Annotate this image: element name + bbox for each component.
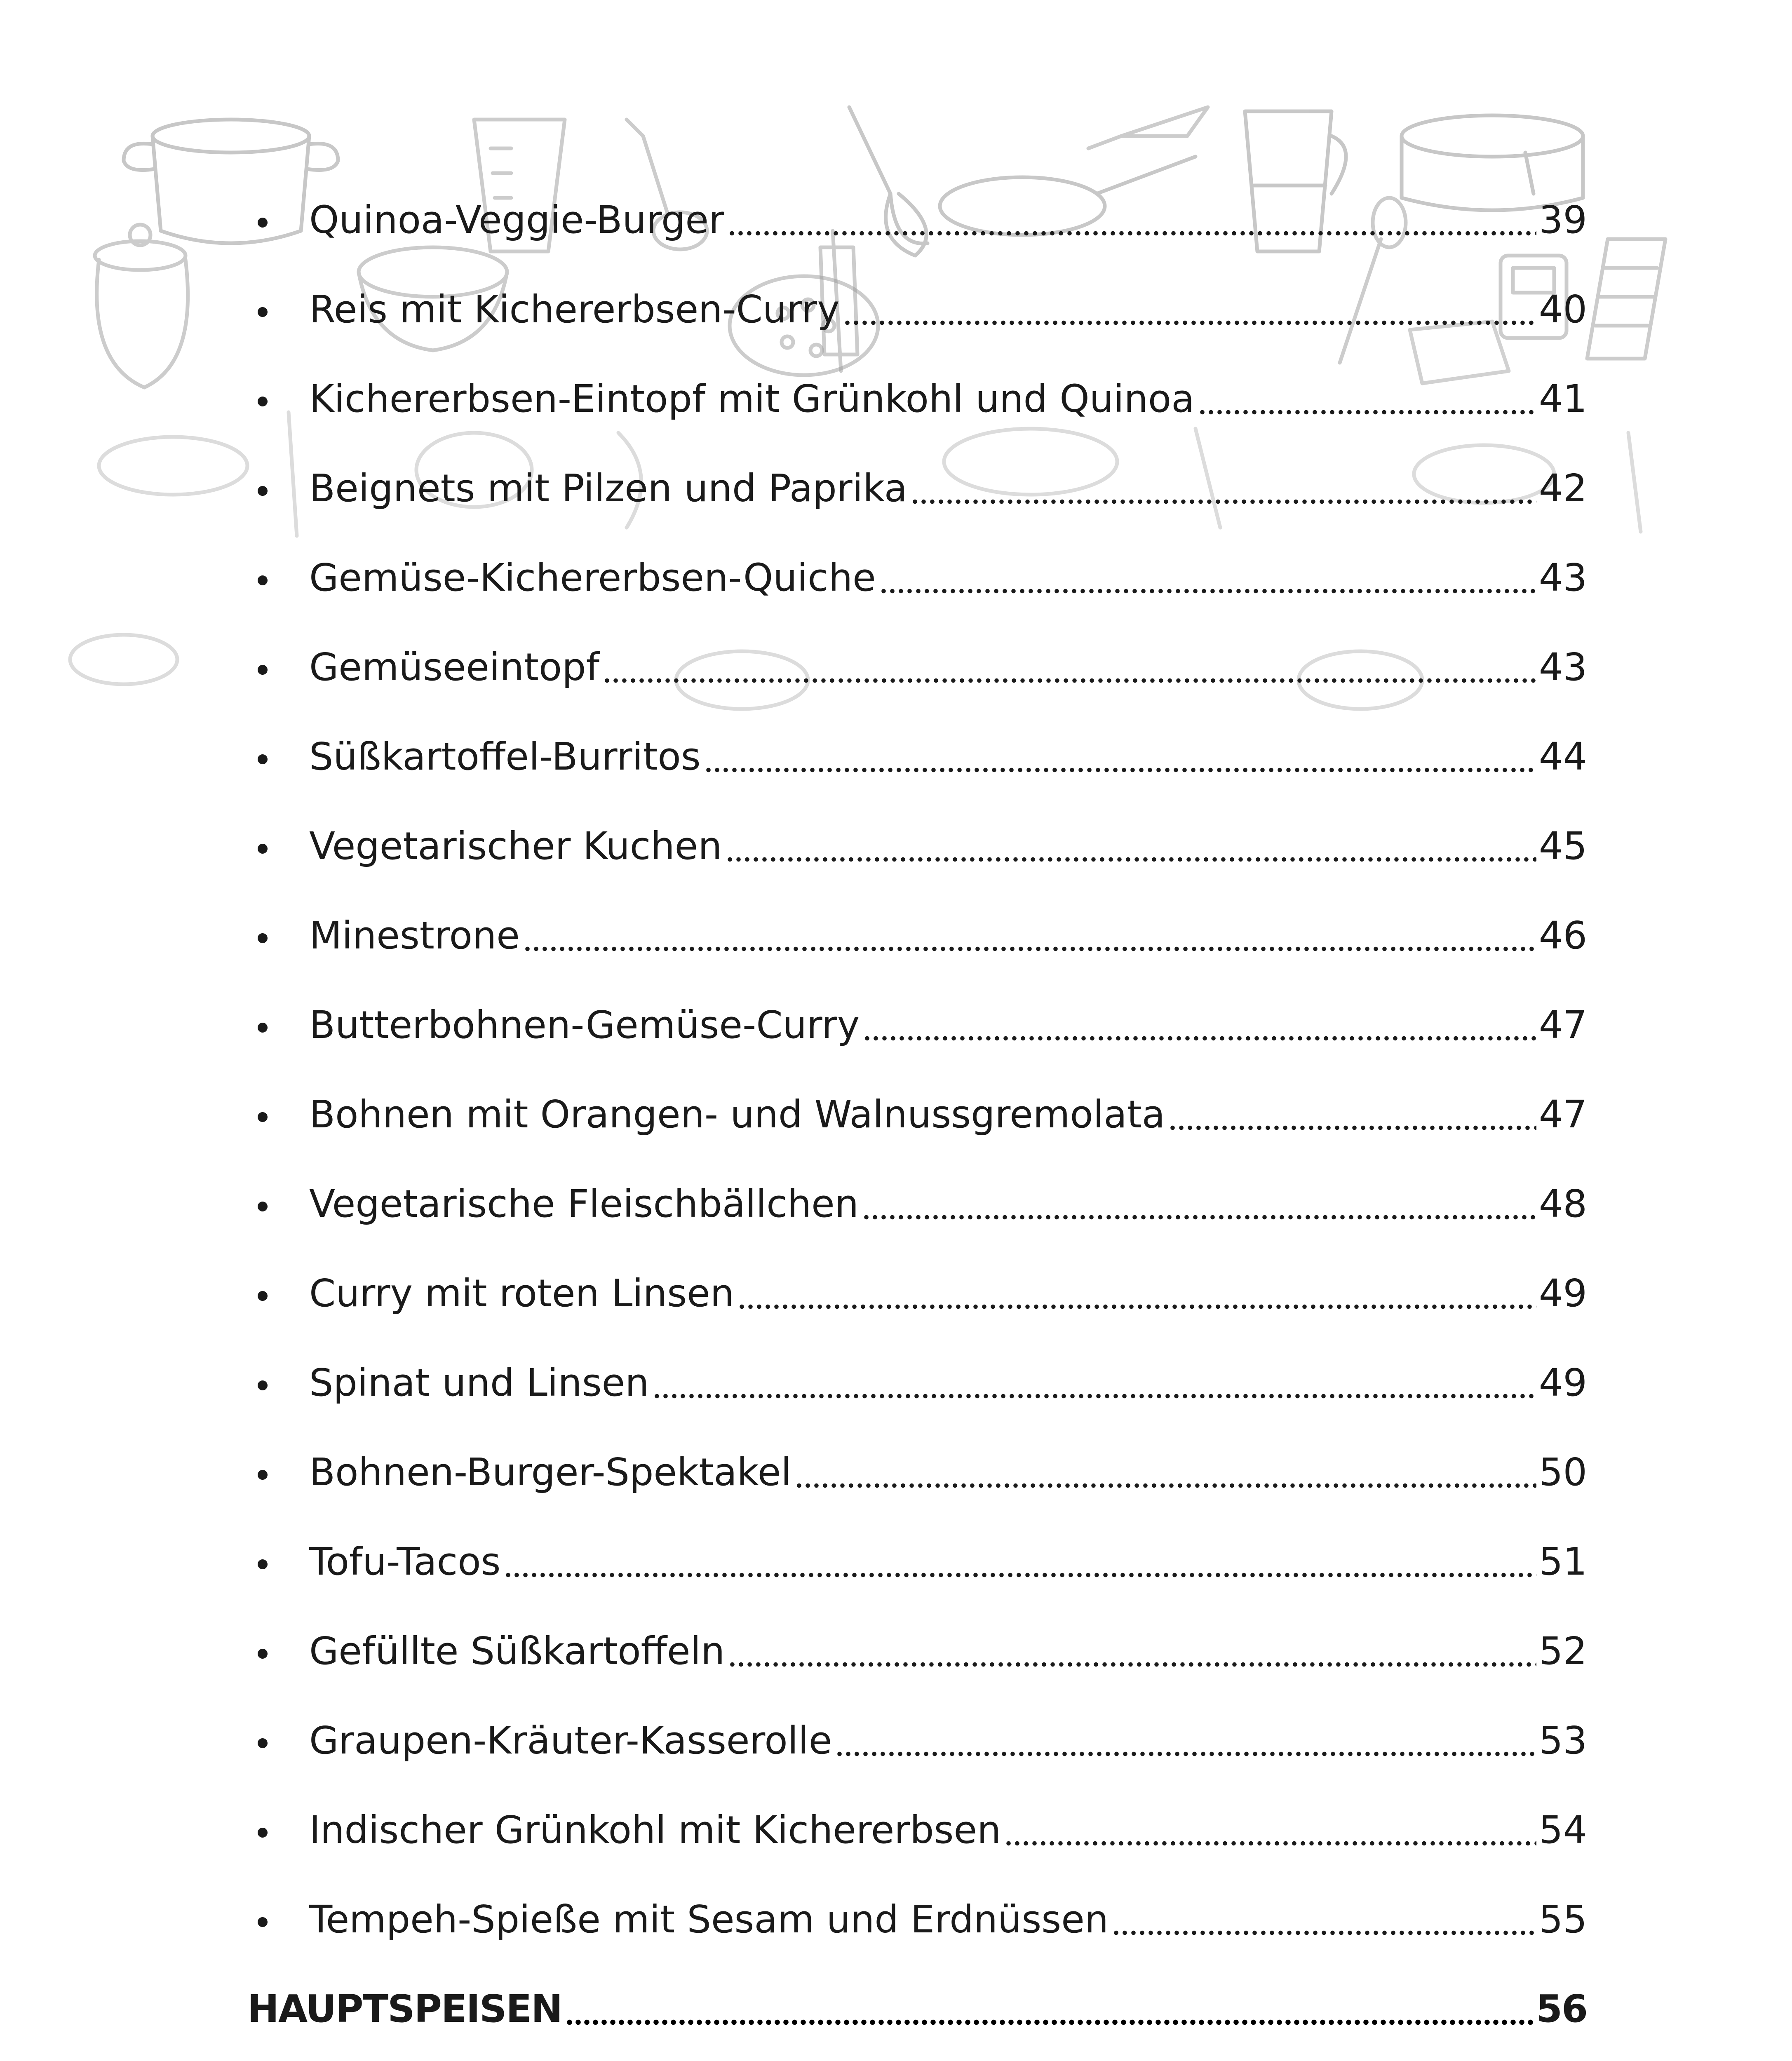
- toc-entry-title: Graupen-Kräuter-Kasserolle: [309, 1718, 832, 1763]
- toc-entry[interactable]: [247, 1606, 1587, 1696]
- toc-page-number: 48: [1538, 1181, 1587, 1226]
- toc-page-number: 39: [1538, 197, 1587, 242]
- bullet-icon: [258, 665, 268, 675]
- dot-leader: [1198, 384, 1536, 422]
- toc-entry-title: Süßkartoffel-Burritos: [309, 734, 701, 779]
- dot-leader: [603, 652, 1536, 690]
- toc-entry[interactable]: [247, 801, 1587, 891]
- bullet-icon: [258, 933, 268, 943]
- bullet-icon: [258, 307, 268, 317]
- toc-page-number: 44: [1538, 734, 1587, 779]
- toc-entry[interactable]: [247, 1070, 1587, 1159]
- toc-page-number: 53: [1538, 1718, 1587, 1763]
- toc-page-number: 51: [1538, 1539, 1587, 1584]
- toc-entry-title: Vegetarische Fleischbällchen: [309, 1181, 859, 1226]
- bullet-icon: [258, 1291, 268, 1301]
- toc-entry[interactable]: [247, 980, 1587, 1070]
- toc-page-number: 41: [1538, 376, 1587, 421]
- dot-leader: [1112, 1904, 1536, 1942]
- dot-leader: [523, 920, 1536, 958]
- bullet-icon: [258, 397, 268, 406]
- toc-entry[interactable]: [247, 1427, 1587, 1517]
- dot-leader: [504, 1547, 1536, 1584]
- toc-page-number: 40: [1538, 287, 1587, 331]
- dot-leader: [843, 294, 1536, 332]
- toc-section-heading[interactable]: [247, 1964, 1587, 2054]
- dot-leader: [728, 1636, 1536, 1674]
- toc-entry[interactable]: [247, 1338, 1587, 1427]
- toc-entry-title: Spinat und Linsen: [309, 1360, 649, 1405]
- toc-entry-title: Kichererbsen-Eintopf mit Grünkohl und Quinoa: [309, 376, 1195, 421]
- toc-entry[interactable]: [247, 622, 1587, 712]
- dot-leader: [1004, 1815, 1536, 1853]
- toc-page-number: 46: [1538, 913, 1587, 958]
- toc-entry-title: Gefüllte Süßkartoffeln: [309, 1629, 725, 1673]
- toc-entry-title: Butterbohnen-Gemüse-Curry: [309, 1002, 860, 1047]
- toc-entry[interactable]: [247, 2054, 1587, 2061]
- bullet-icon: [258, 1112, 268, 1122]
- toc-entry-title: Beignets mit Pilzen und Paprika: [309, 466, 908, 510]
- toc-entry[interactable]: [247, 444, 1587, 533]
- toc-entry-title: HAUPTSPEISEN: [247, 1986, 562, 2031]
- bullet-icon: [258, 754, 268, 764]
- toc-page-number: 47: [1538, 1002, 1587, 1047]
- toc-entry-title: Vegetarischer Kuchen: [309, 824, 722, 868]
- bullet-icon: [258, 218, 268, 228]
- toc-entry-title: Bohnen-Burger-Spektakel: [309, 1450, 791, 1494]
- dot-leader: [1168, 1099, 1536, 1137]
- toc-entry[interactable]: [247, 265, 1587, 354]
- toc-entry[interactable]: [247, 1517, 1587, 1606]
- bullet-icon: [258, 1470, 268, 1480]
- dot-leader: [835, 1725, 1536, 1763]
- toc-page-number: 49: [1538, 1271, 1587, 1315]
- bullet-icon: [258, 486, 268, 496]
- toc-entry-title: Quinoa-Veggie-Burger: [309, 197, 724, 242]
- toc-entry-title: Indischer Grünkohl mit Kichererbsen: [309, 1807, 1001, 1852]
- toc-entry[interactable]: [247, 1785, 1587, 1875]
- toc-entry[interactable]: [247, 1249, 1587, 1338]
- bullet-icon: [258, 1559, 268, 1569]
- toc-page-number: 47: [1538, 1092, 1587, 1136]
- toc-entry-title: Bohnen mit Orangen- und Walnussgremolata: [309, 1092, 1165, 1136]
- dot-leader: [879, 563, 1536, 601]
- bullet-icon: [258, 1023, 268, 1033]
- toc-page-number: 45: [1538, 824, 1587, 868]
- toc-entry-title: Reis mit Kichererbsen-Curry: [309, 287, 840, 331]
- bullet-icon: [258, 1202, 268, 1211]
- toc-entry-title: Tempeh-Spieße mit Sesam und Erdnüssen: [309, 1897, 1109, 1941]
- toc-entry-title: Gemüseeintopf: [309, 645, 599, 689]
- toc-page-number: 43: [1538, 645, 1587, 689]
- toc-page-number: 49: [1538, 1360, 1587, 1405]
- dot-leader: [653, 1368, 1536, 1406]
- toc-entry-title: Tofu-Tacos: [309, 1539, 501, 1584]
- toc-page-number: 56: [1536, 1986, 1587, 2031]
- toc-page-number: 52: [1538, 1629, 1587, 1673]
- toc-entry-title: Curry mit roten Linsen: [309, 1271, 735, 1315]
- dot-leader: [728, 205, 1536, 243]
- dot-leader: [704, 742, 1536, 779]
- table-of-contents: [247, 175, 1587, 2061]
- toc-page-number: 54: [1538, 1807, 1587, 1852]
- toc-page-number: 50: [1538, 1450, 1587, 1494]
- dot-leader: [911, 473, 1536, 511]
- bullet-icon: [258, 844, 268, 854]
- toc-entry[interactable]: [247, 891, 1587, 980]
- bullet-icon: [258, 1380, 268, 1390]
- toc-entry[interactable]: [247, 1696, 1587, 1785]
- bullet-icon: [258, 1738, 268, 1748]
- toc-entry[interactable]: [247, 175, 1587, 265]
- toc-entry[interactable]: [247, 533, 1587, 622]
- toc-entry-title: Minestrone: [309, 913, 520, 958]
- bullet-icon: [258, 1649, 268, 1659]
- bullet-icon: [258, 575, 268, 585]
- bullet-icon: [258, 1828, 268, 1838]
- dot-leader: [737, 1278, 1536, 1316]
- toc-page-number: 43: [1538, 555, 1587, 600]
- toc-entry[interactable]: [247, 1159, 1587, 1249]
- toc-page-number: 42: [1538, 466, 1587, 510]
- dot-leader: [795, 1457, 1536, 1495]
- toc-entry[interactable]: [247, 1875, 1587, 1964]
- bullet-icon: [258, 1917, 268, 1927]
- toc-entry-title: Gemüse-Kichererbsen-Quiche: [309, 555, 876, 600]
- dot-leader: [863, 1010, 1536, 1048]
- dot-leader: [726, 831, 1536, 869]
- toc-page-number: 55: [1538, 1897, 1587, 1941]
- toc-entry[interactable]: [247, 354, 1587, 444]
- dot-leader: [565, 1994, 1534, 2032]
- dot-leader: [862, 1189, 1536, 1227]
- toc-entry[interactable]: [247, 712, 1587, 801]
